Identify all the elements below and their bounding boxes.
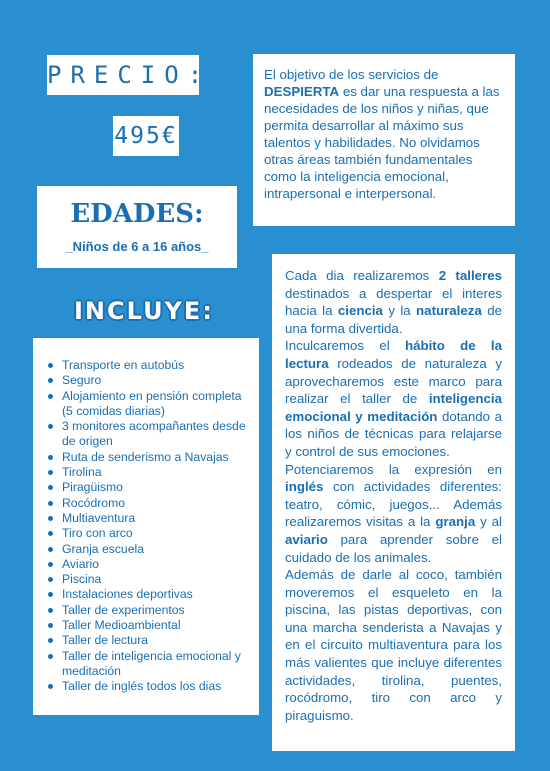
list-item-label: Taller de inteligencia emocional y meditación xyxy=(62,648,241,678)
bullet-icon xyxy=(48,363,53,368)
bullet-icon xyxy=(48,623,53,628)
bullet-icon xyxy=(48,608,53,613)
bullet-icon xyxy=(48,470,53,475)
list-item-label: Ruta de senderismo a Navajas xyxy=(62,449,229,464)
list-item xyxy=(42,557,253,572)
bullet-icon xyxy=(48,516,53,521)
list-item xyxy=(42,542,253,557)
list-item-label: Taller de experimentos xyxy=(62,602,185,617)
bullet-icon xyxy=(48,592,53,597)
list-item-label: Taller de lectura xyxy=(62,633,149,648)
ages-title: EDADES: xyxy=(70,199,204,229)
bullet-icon xyxy=(48,394,53,399)
details-paragraph-workshops: Cada dia realizaremos 2 talleres destinados a despertar el interes hacia la ciencia y la naturaleza de una forma divertida. xyxy=(285,268,502,336)
list-item xyxy=(42,587,253,602)
list-item-label: Rocódromo xyxy=(62,495,125,510)
list-item-label: Piscina xyxy=(62,572,102,587)
bullet-icon xyxy=(48,577,53,582)
bullet-icon xyxy=(48,455,53,460)
list-item xyxy=(42,480,253,495)
bullet-icon xyxy=(48,485,53,490)
includes-box xyxy=(33,338,259,715)
bullet-icon xyxy=(48,378,53,383)
list-item xyxy=(42,389,253,420)
list-item xyxy=(42,603,253,618)
intro-box xyxy=(253,54,515,226)
list-item xyxy=(42,450,253,465)
list-item-label: Taller de inglés todos los dias xyxy=(62,679,222,694)
bullet-icon xyxy=(48,547,53,552)
list-item-label: Taller Medioambiental xyxy=(62,618,181,633)
bullet-icon xyxy=(48,654,53,659)
list-item xyxy=(42,618,253,633)
list-item xyxy=(42,465,253,480)
list-item-label: Alojamiento en pensión completa (5 comidas diarias) xyxy=(62,388,242,418)
details-paragraph-reading: Inculcaremos el hábito de la lectura rodeados de naturaleza y aprovecharemos este marco para realizar el taller de inteligencia emocional y meditación dotando a los niños de técnicas para relajarse y control de sus emociones. xyxy=(285,338,502,459)
bullet-icon xyxy=(48,424,53,429)
bullet-icon xyxy=(48,562,53,567)
bullet-icon xyxy=(48,531,53,536)
bullet-icon xyxy=(48,501,53,506)
ages-range: _Niños de 6 a 16 años_ xyxy=(65,239,209,254)
list-item xyxy=(42,511,253,526)
brand-name: DESPIERTA xyxy=(264,84,340,99)
details-box xyxy=(272,254,515,751)
includes-list xyxy=(42,358,253,695)
list-item-label: Granja escuela xyxy=(62,541,144,556)
list-item-label: Seguro xyxy=(62,373,102,388)
bullet-icon xyxy=(48,684,53,689)
list-item-label: Aviario xyxy=(62,556,100,571)
list-item-label: Piragüismo xyxy=(62,480,123,495)
list-item-label: Transporte en autobús xyxy=(62,358,185,372)
intro-text: El objetivo de los servicios de DESPIERTA es dar una respuesta a las necesidades de los niños y niñas, que permita desarrollar al máximo sus talentos y habilidades. No olvidamos otras áreas también fundamentales como la inteligencia emocional, intrapersonal e interpersonal. xyxy=(264,67,500,201)
ages-box xyxy=(37,186,237,268)
list-item-label: Multiaventura xyxy=(62,510,136,525)
list-item xyxy=(42,373,253,388)
list-item-label: Tirolina xyxy=(62,465,102,480)
list-item-label: Tiro con arco xyxy=(62,526,133,541)
price-label-box xyxy=(47,55,212,95)
list-item xyxy=(42,633,253,648)
bullet-icon xyxy=(48,638,53,643)
list-item xyxy=(42,358,253,373)
list-item-label: Instalaciones deportivas xyxy=(62,587,193,602)
list-item xyxy=(42,572,253,587)
list-item xyxy=(42,679,253,694)
list-item xyxy=(42,419,253,450)
details-paragraph-english: Potenciaremos la expresión en inglés con actividades diferentes: teatro, cómic, juegos... Además realizaremos visitas a la granja y al aviario para aprender sobre el cuidado de los animales. xyxy=(285,461,502,565)
list-item xyxy=(42,496,253,511)
list-item xyxy=(42,526,253,541)
price-value-box xyxy=(113,116,179,156)
list-item xyxy=(42,649,253,680)
includes-title: INCLUYE: xyxy=(74,297,214,325)
list-item-label: 3 monitores acompañantes desde de origen xyxy=(62,419,246,449)
details-paragraph-activities: Además de darle al coco, también moveremos el esqueleto en la piscina, las pistas deportivas, con una marcha senderista a Navajas y en el circuito multiaventura para los más valientes que incluye diferentes actividades, tirolina, puentes, rocódromo, tiro con arco y piraguismo. xyxy=(285,567,502,723)
price-value: 495€ xyxy=(114,123,178,149)
details-text xyxy=(285,267,502,724)
price-label: PRECIO: xyxy=(47,61,212,89)
